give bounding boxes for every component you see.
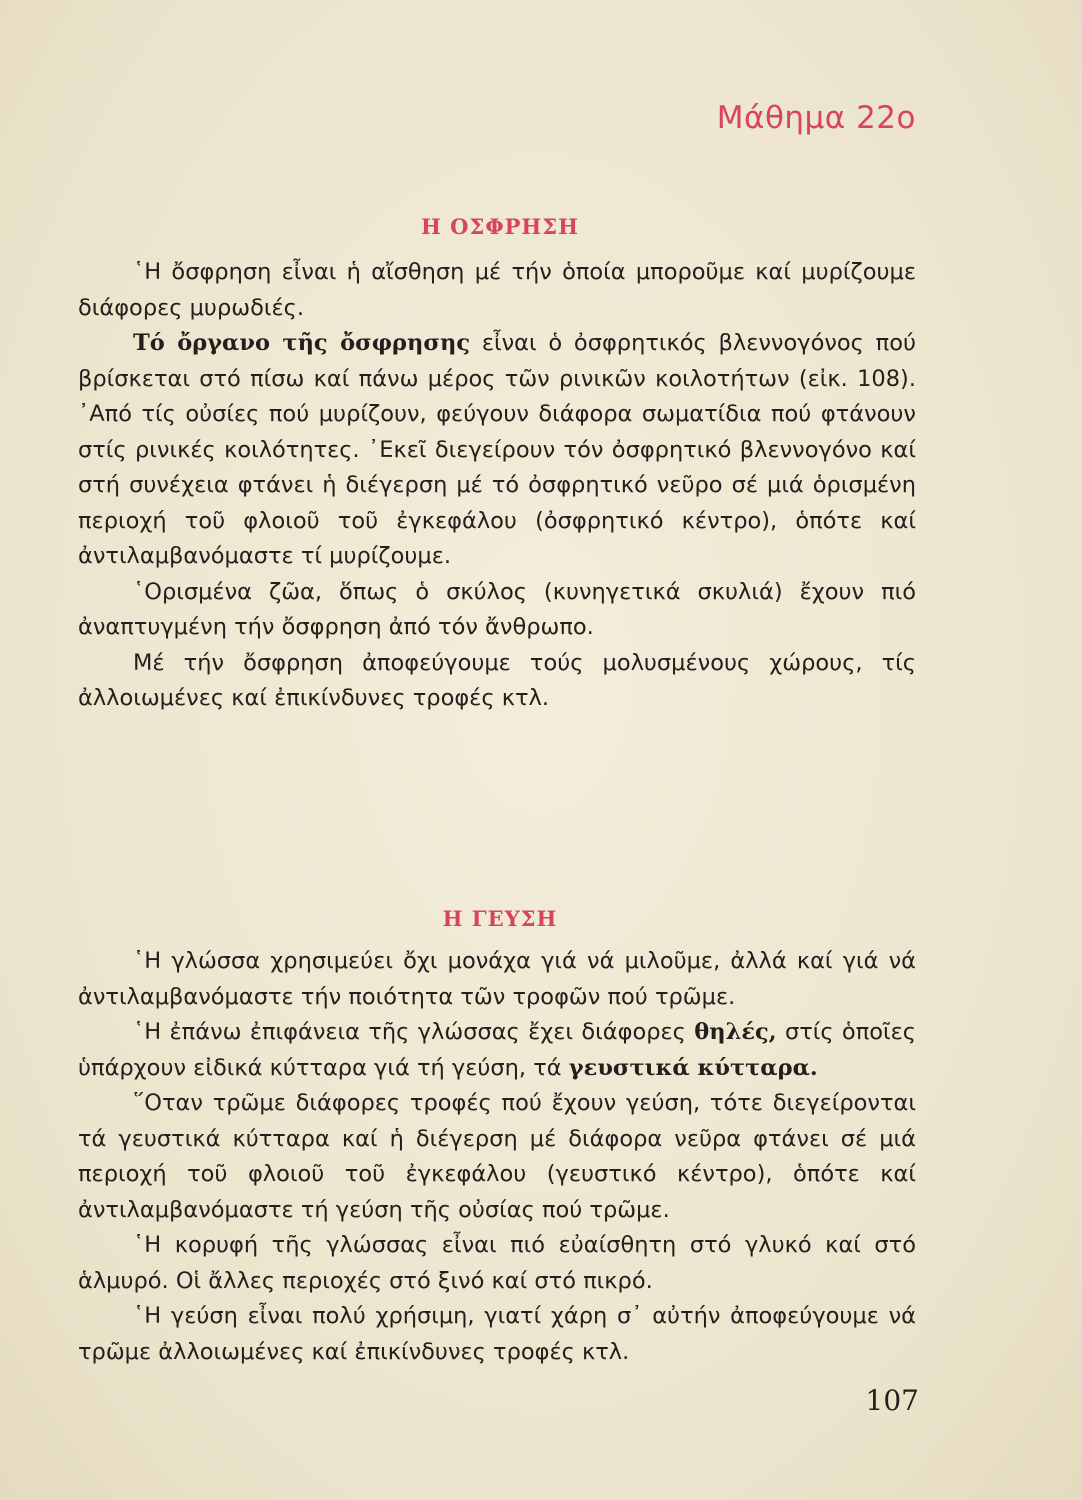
paragraph-text: ῾Η ἐπάνω ἐπιφάνεια τῆς γλώσσας ἔχει διάφορες: [133, 1019, 695, 1045]
paragraph: ῾Η γεύση εἶναι πολύ χρήσιμη, γιατί χάρη σ᾿ αὐτήν ἀποφεύγουμε νά τρῶμε ἀλλοιωμένες καί ἐπικίνδυνες τροφές κτλ.: [78, 1303, 916, 1365]
paragraph-text: στίς ὁποῖες ὑπάρχουν εἰδικά κύτταρα γιά τή γεύση, τά: [78, 1019, 916, 1081]
bold-term: Τό ὄργανο τῆς ὄσφρησης: [133, 330, 471, 356]
paragraph: ῾Η γλώσσα χρησιμεύει ὄχι μονάχα γιά νά μιλοῦμε, ἀλλά καί γιά νά ἀντιλαμβανόμαστε τήν ποιότητα τῶν τροφῶν πού τρῶμε.: [78, 948, 916, 1010]
paragraph-text: εἶναι ὁ ὀσφρητικός βλεννογόνος πού βρίσκεται στό πίσω καί πάνω μέρος τῶν ρινικῶν κοιλοτήτων (εἰκ. 108). ᾿Από τίς οὐσίες πού μυρίζουν, φεύγουν διάφορα σωματίδια πού φτάνουν στίς ρινικές κοιλότητες. ᾿Εκεῖ διεγείρουν τόν ὀσφρητικό βλεννογόνο καί στή συνέχεια φτάνει ἡ διέγερση μέ τό ὀσφρητικό νεῦρο σέ μιά ὁρισμένη περιοχή τοῦ φλοιοῦ τοῦ ἐγκεφάλου (ὀσφρητικό κέντρο), ὁπότε καί ἀντιλαμβανόμαστε τί μυρίζουμε.: [78, 330, 916, 569]
section-body-taste: [78, 944, 916, 1370]
section-body-smell: [78, 255, 916, 717]
paragraph: ῞Οταν τρῶμε διάφορες τροφές πού ἔχουν γεύση, τότε διεγείρονται τά γευστικά κύτταρα καί ἡ διέγερση μέ διάφορα νεῦρα φτάνει σέ μιά περιοχή τοῦ φλοιοῦ τοῦ ἐγκεφάλου (γευστικό κέντρο), ὁπότε καί ἀντιλαμβανόμαστε τή γεύση τῆς οὐσίας πού τρῶμε.: [78, 1090, 916, 1223]
paragraph: [78, 1015, 916, 1086]
bold-term: γευστικά κύτταρα.: [568, 1054, 818, 1081]
section-heading-taste: Η ΓΕΥΣΗ: [442, 906, 558, 931]
paragraph: Μέ τήν ὄσφρηση ἀποφεύγουμε τούς μολυσμένους χώρους, τίς ἀλλοιωμένες καί ἐπικίνδυνες τροφές κτλ.: [78, 649, 916, 711]
paragraph: [78, 326, 916, 575]
page-number: 107: [865, 1384, 919, 1417]
paragraph: ῾Η ὄσφρηση εἶναι ἡ αἴσθηση μέ τήν ὁποία μποροῦμε καί μυρίζουμε διάφορες μυρωδιές.: [78, 259, 916, 321]
paragraph: ῾Η κορυφή τῆς γλώσσας εἶναι πιό εὐαίσθητη στό γλυκό καί στό ἁλμυρό. Οἱ ἄλλες περιοχές στό ξινό καί στό πικρό.: [78, 1232, 916, 1294]
bold-term: θηλές,: [694, 1019, 777, 1045]
section-heading-smell: Η ΟΣΦΡΗΣΗ: [421, 214, 579, 239]
lesson-title: Μάθημα 22ο: [716, 100, 916, 136]
paragraph: ῾Ορισμένα ζῶα, ὅπως ὁ σκύλος (κυνηγετικά σκυλιά) ἔχουν πιό ἀναπτυγμένη τήν ὄσφρηση ἀπό τόν ἄνθρωπο.: [78, 578, 916, 640]
